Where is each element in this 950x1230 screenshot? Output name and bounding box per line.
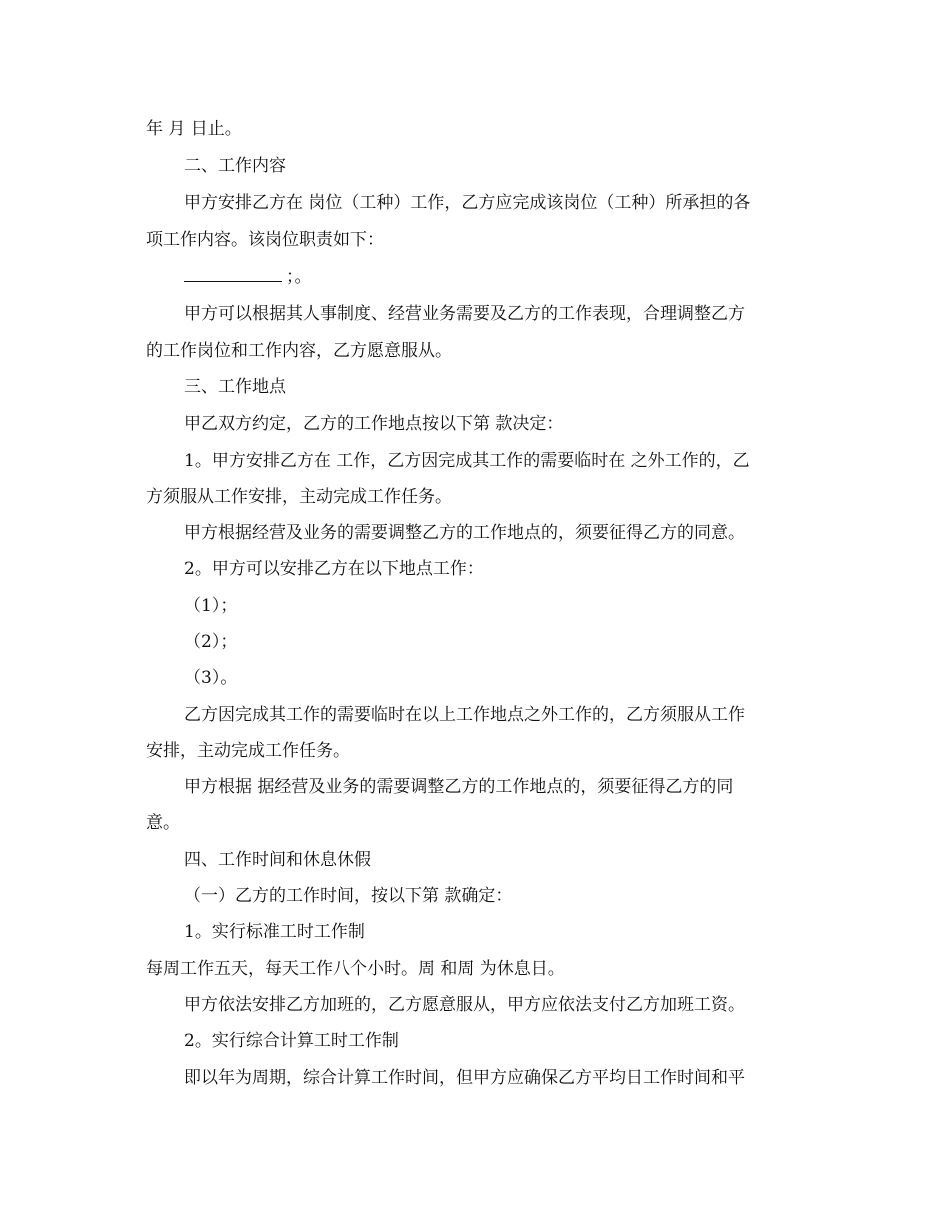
text-line: 的工作岗位和工作内容，乙方愿意服从。 (146, 341, 452, 361)
text-line: 年 月 日止。 (146, 119, 242, 139)
text-line: 2。实行综合计算工时工作制 (184, 1031, 399, 1051)
section-heading: 四、工作时间和休息休假 (184, 850, 371, 870)
text-line: 甲方可以根据其人事制度、经营业务需要及乙方的工作表现，合理调整乙方 (184, 304, 745, 324)
text-line: 意。 (146, 813, 180, 833)
text-line: 甲乙双方约定，乙方的工作地点按以下第 款决定： (184, 414, 564, 434)
text-line: （一）乙方的工作时间，按以下第 款确定： (184, 886, 513, 906)
text-line: 项工作内容。该岗位职责如下： (146, 230, 384, 250)
text-line: 甲方根据经营及业务的需要调整乙方的工作地点的，须要征得乙方的同意。 (184, 523, 745, 543)
section-heading: 二、工作内容 (184, 156, 286, 176)
text-line: 甲方安排乙方在 岗位（工种）工作，乙方应完成该岗位（工种）所承担的各 (184, 193, 751, 213)
text-line: 方须服从工作安排，主动完成工作任务。 (146, 487, 452, 507)
text-line: 乙方因完成其工作的需要临时在以上工作地点之外工作的，乙方须服从工作 (184, 705, 745, 725)
text-line: 安排，主动完成工作任务。 (146, 741, 350, 761)
section-heading: 三、工作地点 (184, 377, 286, 397)
list-item: （3）。 (184, 668, 238, 688)
blank-field (184, 267, 282, 282)
text-line: 甲方根据 据经营及业务的需要调整乙方的工作地点的，须要征得乙方的同 (184, 777, 734, 797)
list-item: （1）； (184, 596, 238, 616)
text-line: 甲方依法安排乙方加班的，乙方愿意服从，甲方应依法支付乙方加班工资。 (184, 995, 745, 1015)
text-line: 即以年为周期，综合计算工作时间，但甲方应确保乙方平均日工作时间和平 (184, 1068, 745, 1088)
text-line: ；。 (286, 267, 312, 287)
text-line: 1。实行标准工时工作制 (184, 922, 365, 942)
text-line: 1。甲方安排乙方在 工作，乙方因完成其工作的需要临时在 之外工作的，乙 (184, 451, 750, 471)
text-line: 每周工作五天，每天工作八个小时。周 和周 为休息日。 (146, 959, 565, 979)
list-item: （2）； (184, 632, 238, 652)
blank-line (0, 266, 950, 288)
text-line: 2。甲方可以安排乙方在以下地点工作： (184, 559, 484, 579)
